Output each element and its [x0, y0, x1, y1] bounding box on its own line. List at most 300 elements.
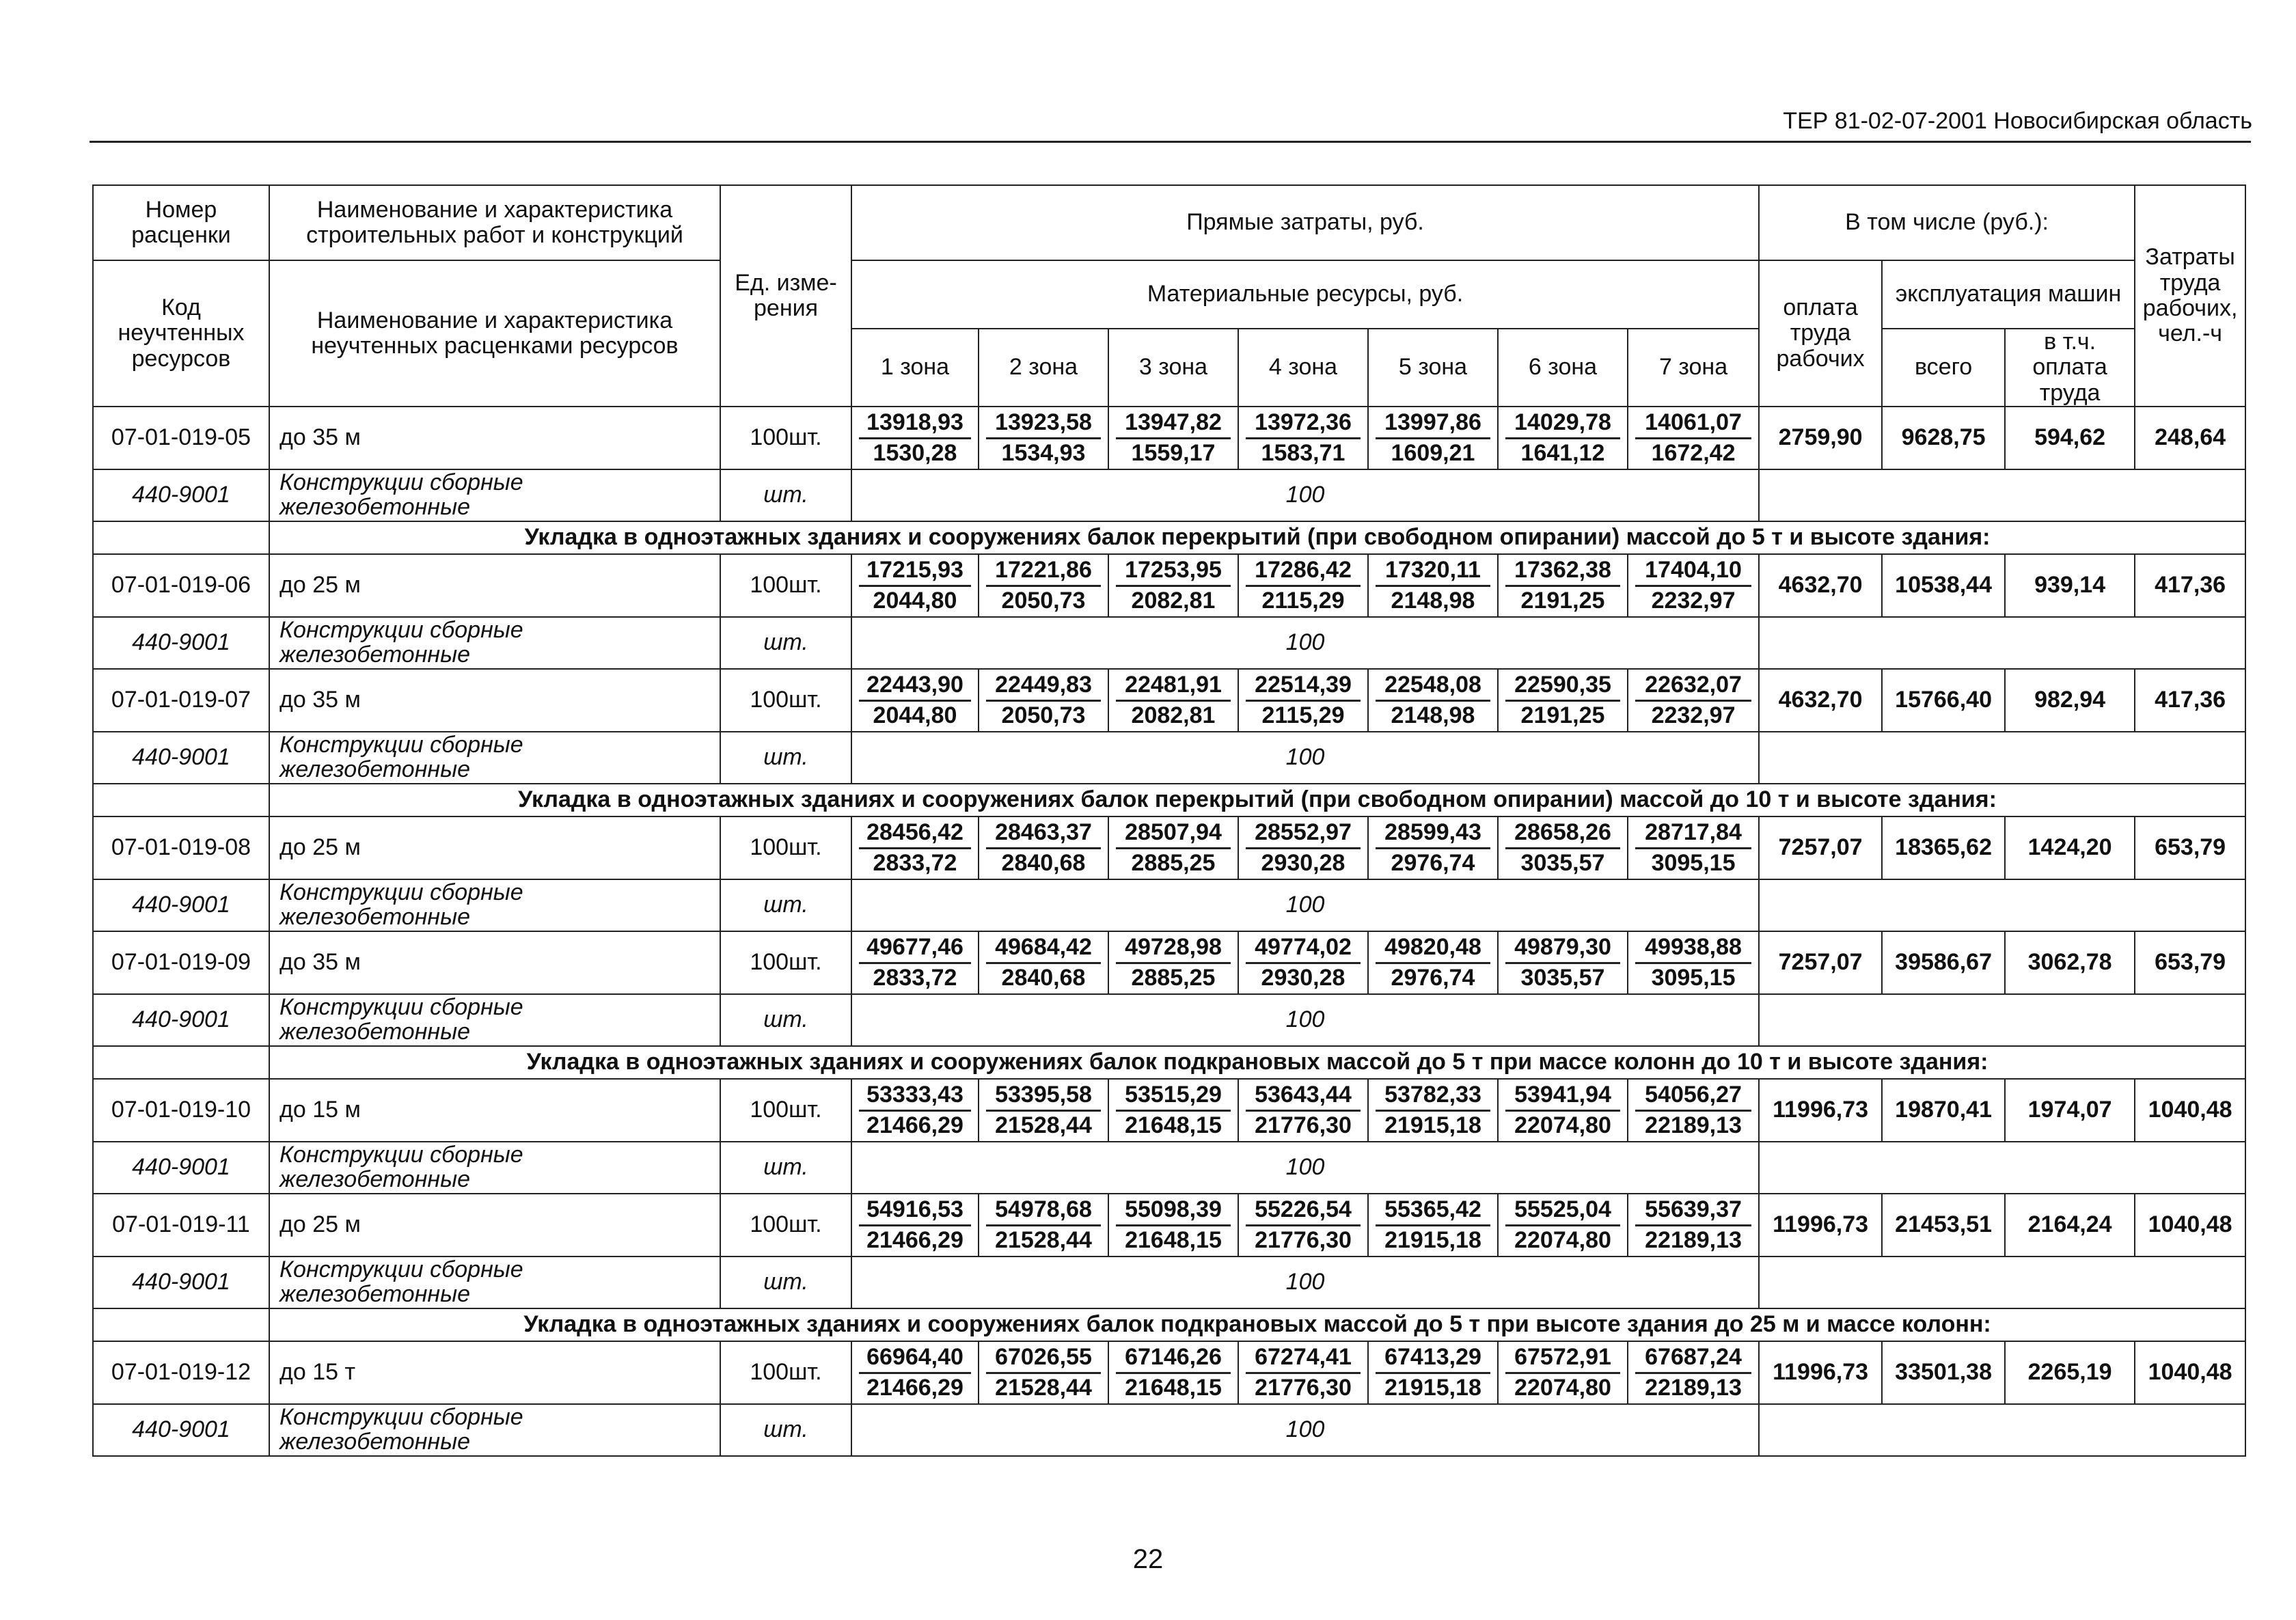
zone-cell: [1238, 1079, 1368, 1142]
materials-cost: 1530,28: [873, 439, 957, 466]
machines-total: 10538,44: [1882, 554, 2005, 617]
resource-code: 440-9001: [93, 469, 269, 521]
rate-name: до 35 м: [269, 407, 720, 469]
zone-cell: [1368, 554, 1498, 617]
col-res-name-header: Наименование и характеристика неучтенных расценками ресурсов: [269, 260, 720, 407]
labor-pay: 4632,70: [1759, 669, 1882, 732]
zone-cell: [979, 1194, 1108, 1257]
direct-cost: 17221,86: [986, 558, 1101, 586]
resource-name: Конструкции сборные железобетонные: [269, 879, 720, 931]
zone-cell: [979, 1341, 1108, 1404]
zone-header: 6 зона: [1498, 329, 1628, 407]
materials-cost: 2050,73: [1001, 587, 1086, 614]
materials-cost: 21466,29: [866, 1226, 964, 1253]
materials-cost: 2044,80: [873, 702, 957, 728]
materials-cost: 2976,74: [1391, 964, 1475, 991]
col-machines-pay-header: в т.ч. оплата труда: [2005, 329, 2135, 407]
materials-cost: 1534,93: [1001, 439, 1086, 466]
rate-unit: 100шт.: [720, 1079, 851, 1142]
resource-name: Конструкции сборные железобетонные: [269, 1257, 720, 1308]
resource-blank: [1759, 994, 2245, 1046]
rate-code: 07-01-019-05: [93, 407, 269, 469]
section-title: Укладка в одноэтажных зданиях и сооружениях балок подкрановых массой до 5 т при высоте здания до 25 м и массе колонн:: [269, 1308, 2245, 1341]
direct-cost: 53643,44: [1246, 1082, 1361, 1111]
rate-unit: 100шт.: [720, 1341, 851, 1404]
col-number-header: Номер расценки: [93, 185, 269, 260]
resource-code: 440-9001: [93, 1257, 269, 1308]
section-title: Укладка в одноэтажных зданиях и сооружениях балок подкрановых массой до 5 т при массе колонн до 10 т и высоте здания:: [269, 1046, 2245, 1079]
rate-name: до 15 м: [269, 1079, 720, 1142]
rate-unit: 100шт.: [720, 1194, 851, 1257]
materials-cost: 21915,18: [1384, 1374, 1481, 1401]
materials-cost: 22074,80: [1514, 1226, 1611, 1253]
materials-cost: 2191,25: [1520, 702, 1605, 728]
resource-code: 440-9001: [93, 879, 269, 931]
zone-cell: [851, 816, 979, 879]
resource-name: Конструкции сборные железобетонные: [269, 617, 720, 669]
resource-unit: шт.: [720, 617, 851, 669]
col-name-header: Наименование и характеристика строительных работ и конструкций: [269, 185, 720, 260]
zone-cell: [851, 554, 979, 617]
resource-unit: шт.: [720, 994, 851, 1046]
machines-total: 33501,38: [1882, 1341, 2005, 1404]
resource-blank: [1759, 617, 2245, 669]
direct-cost: 53782,33: [1376, 1082, 1490, 1111]
resource-qty: 100: [851, 879, 1759, 931]
machines-total: 21453,51: [1882, 1194, 2005, 1257]
zone-cell: [1628, 931, 1759, 994]
resource-unit: шт.: [720, 1257, 851, 1308]
resource-row: [93, 879, 2245, 931]
materials-cost: 21466,29: [866, 1112, 964, 1138]
direct-cost: 13972,36: [1246, 410, 1361, 439]
zone-cell: [1238, 1341, 1368, 1404]
materials-cost: 1641,12: [1520, 439, 1605, 466]
labor-cost: 1040,48: [2135, 1341, 2245, 1404]
labor-cost: 653,79: [2135, 931, 2245, 994]
rate-row: [93, 554, 2245, 617]
labor-cost: 653,79: [2135, 816, 2245, 879]
direct-cost: 22632,07: [1635, 672, 1751, 701]
resource-qty: 100: [851, 1404, 1759, 1456]
resource-unit: шт.: [720, 732, 851, 784]
resource-name: Конструкции сборные железобетонные: [269, 469, 720, 521]
zone-cell: [1368, 669, 1498, 732]
direct-cost: 22443,90: [859, 672, 971, 701]
zone-cell: [979, 816, 1108, 879]
materials-cost: 21466,29: [866, 1374, 964, 1401]
materials-cost: 21648,15: [1125, 1112, 1222, 1138]
zone-cell: [979, 931, 1108, 994]
machines-pay: 2265,19: [2005, 1341, 2135, 1404]
materials-cost: 22074,80: [1514, 1112, 1611, 1138]
zone-header: 2 зона: [979, 329, 1108, 407]
direct-cost: 22590,35: [1505, 672, 1620, 701]
direct-cost: 17404,10: [1635, 558, 1751, 586]
materials-cost: 2930,28: [1261, 849, 1345, 876]
rate-row: [93, 407, 2245, 469]
direct-cost: 49938,88: [1635, 935, 1751, 963]
col-unit-header: Ед. изме-рения: [720, 185, 851, 407]
zone-cell: [1498, 1341, 1628, 1404]
direct-cost: 49684,42: [986, 935, 1101, 963]
materials-cost: 2840,68: [1001, 964, 1086, 991]
resource-code: 440-9001: [93, 617, 269, 669]
labor-pay: 7257,07: [1759, 816, 1882, 879]
zone-cell: [851, 1079, 979, 1142]
resource-unit: шт.: [720, 879, 851, 931]
section-title: Укладка в одноэтажных зданиях и сооружениях балок перекрытий (при свободном опирании) массой до 5 т и высоте здания:: [269, 521, 2245, 554]
resource-qty: 100: [851, 994, 1759, 1046]
zone-cell: [1108, 407, 1238, 469]
resource-name: Конструкции сборные железобетонные: [269, 994, 720, 1046]
col-labor-cost-header: Затраты труда рабочих, чел.-ч: [2135, 185, 2245, 407]
materials-cost: 1672,42: [1651, 439, 1736, 466]
col-including-header: В том числе (руб.):: [1759, 185, 2135, 260]
materials-cost: 21648,15: [1125, 1226, 1222, 1253]
machines-total: 15766,40: [1882, 669, 2005, 732]
direct-cost: 49774,02: [1246, 935, 1361, 963]
resource-blank: [1759, 1142, 2245, 1194]
machines-total: 19870,41: [1882, 1079, 2005, 1142]
direct-cost: 55098,39: [1116, 1197, 1231, 1226]
zone-cell: [1238, 407, 1368, 469]
direct-cost: 67026,55: [986, 1345, 1101, 1373]
resource-row: [93, 732, 2245, 784]
resource-name: Конструкции сборные железобетонные: [269, 732, 720, 784]
rate-name: до 25 м: [269, 816, 720, 879]
materials-cost: 22189,13: [1645, 1112, 1742, 1138]
rate-name: до 25 м: [269, 1194, 720, 1257]
rate-row: [93, 1079, 2245, 1142]
materials-cost: 21915,18: [1384, 1112, 1481, 1138]
zone-cell: [1368, 816, 1498, 879]
machines-pay: 594,62: [2005, 407, 2135, 469]
rate-row: [93, 1194, 2245, 1257]
resource-row: [93, 994, 2245, 1046]
resource-blank: [1759, 469, 2245, 521]
materials-cost: 21528,44: [995, 1374, 1092, 1401]
direct-cost: 49728,98: [1116, 935, 1231, 963]
materials-cost: 2833,72: [873, 849, 957, 876]
resource-blank: [1759, 1404, 2245, 1456]
rate-code: 07-01-019-12: [93, 1341, 269, 1404]
labor-pay: 2759,90: [1759, 407, 1882, 469]
materials-cost: 3095,15: [1651, 849, 1736, 876]
direct-cost: 28456,42: [859, 820, 971, 849]
resource-blank: [1759, 732, 2245, 784]
direct-cost: 66964,40: [859, 1345, 971, 1373]
resource-name: Конструкции сборные железобетонные: [269, 1404, 720, 1456]
rate-code: 07-01-019-09: [93, 931, 269, 994]
resource-qty: 100: [851, 732, 1759, 784]
materials-cost: 2833,72: [873, 964, 957, 991]
resource-row: [93, 1142, 2245, 1194]
zone-cell: [1238, 1194, 1368, 1257]
col-code-header: Код неучтенных ресурсов: [93, 260, 269, 407]
zone-cell: [1238, 816, 1368, 879]
resource-unit: шт.: [720, 1142, 851, 1194]
materials-cost: 2191,25: [1520, 587, 1605, 614]
labor-pay: 11996,73: [1759, 1079, 1882, 1142]
materials-cost: 1609,21: [1391, 439, 1475, 466]
zone-cell: [851, 1341, 979, 1404]
rate-name: до 15 т: [269, 1341, 720, 1404]
resource-row: [93, 469, 2245, 521]
resource-code: 440-9001: [93, 732, 269, 784]
zone-cell: [851, 1194, 979, 1257]
direct-cost: 28658,26: [1505, 820, 1620, 849]
direct-cost: 28599,43: [1376, 820, 1490, 849]
zone-cell: [979, 1079, 1108, 1142]
zone-cell: [851, 931, 979, 994]
resource-unit: шт.: [720, 1404, 851, 1456]
materials-cost: 2050,73: [1001, 702, 1086, 728]
direct-cost: 28507,94: [1116, 820, 1231, 849]
zone-cell: [1498, 407, 1628, 469]
zone-cell: [979, 407, 1108, 469]
rates-table: [92, 184, 2246, 1457]
zone-cell: [1238, 931, 1368, 994]
section-spacer: [93, 1308, 269, 1341]
materials-cost: 2232,97: [1651, 587, 1736, 614]
labor-cost: 417,36: [2135, 669, 2245, 732]
direct-cost: 14029,78: [1505, 410, 1620, 439]
machines-pay: 3062,78: [2005, 931, 2135, 994]
direct-cost: 49677,46: [859, 935, 971, 963]
materials-cost: 2082,81: [1131, 702, 1216, 728]
direct-cost: 49879,30: [1505, 935, 1620, 963]
section-spacer: [93, 521, 269, 554]
zone-cell: [851, 407, 979, 469]
materials-cost: 22189,13: [1645, 1226, 1742, 1253]
resource-qty: 100: [851, 1257, 1759, 1308]
zone-cell: [1108, 1194, 1238, 1257]
zone-cell: [1238, 669, 1368, 732]
direct-cost: 54056,27: [1635, 1082, 1751, 1111]
direct-cost: 13923,58: [986, 410, 1101, 439]
zone-cell: [1108, 1079, 1238, 1142]
zone-cell: [851, 669, 979, 732]
materials-cost: 2115,29: [1261, 702, 1345, 728]
materials-cost: 2044,80: [873, 587, 957, 614]
col-labor-pay-header: оплата труда рабочих: [1759, 260, 1882, 407]
labor-pay: 7257,07: [1759, 931, 1882, 994]
direct-cost: 55226,54: [1246, 1197, 1361, 1226]
resource-name: Конструкции сборные железобетонные: [269, 1142, 720, 1194]
resource-code: 440-9001: [93, 994, 269, 1046]
resource-qty: 100: [851, 1142, 1759, 1194]
direct-cost: 28552,97: [1246, 820, 1361, 849]
col-direct-header: Прямые затраты, руб.: [851, 185, 1759, 260]
materials-cost: 21648,15: [1125, 1374, 1222, 1401]
rate-code: 07-01-019-08: [93, 816, 269, 879]
direct-cost: 67572,91: [1505, 1345, 1620, 1373]
materials-cost: 2232,97: [1651, 702, 1736, 728]
resource-unit: шт.: [720, 469, 851, 521]
materials-cost: 2148,98: [1391, 587, 1475, 614]
header-rule: [90, 141, 2251, 143]
rate-code: 07-01-019-06: [93, 554, 269, 617]
direct-cost: 55365,42: [1376, 1197, 1490, 1226]
zone-cell: [1108, 931, 1238, 994]
labor-pay: 4632,70: [1759, 554, 1882, 617]
zone-header: 4 зона: [1238, 329, 1368, 407]
zone-cell: [1628, 1079, 1759, 1142]
direct-cost: 17362,38: [1505, 558, 1620, 586]
direct-cost: 53395,58: [986, 1082, 1101, 1111]
zone-cell: [1498, 554, 1628, 617]
zone-cell: [1498, 931, 1628, 994]
rate-name: до 25 м: [269, 554, 720, 617]
zone-cell: [1498, 1194, 1628, 1257]
rate-name: до 35 м: [269, 669, 720, 732]
direct-cost: 17253,95: [1116, 558, 1231, 586]
resource-qty: 100: [851, 617, 1759, 669]
direct-cost: 54916,53: [859, 1197, 971, 1226]
materials-cost: 3035,57: [1520, 964, 1605, 991]
direct-cost: 22548,08: [1376, 672, 1490, 701]
direct-cost: 54978,68: [986, 1197, 1101, 1226]
machines-pay: 1424,20: [2005, 816, 2135, 879]
materials-cost: 21528,44: [995, 1226, 1092, 1253]
direct-cost: 53333,43: [859, 1082, 971, 1111]
resource-code: 440-9001: [93, 1142, 269, 1194]
direct-cost: 17320,11: [1376, 558, 1490, 586]
machines-pay: 939,14: [2005, 554, 2135, 617]
materials-cost: 21528,44: [995, 1112, 1092, 1138]
direct-cost: 67146,26: [1116, 1345, 1231, 1373]
document-title: ТЕР 81-02-07-2001 Новосибирская область: [1783, 108, 2252, 134]
rate-name: до 35 м: [269, 931, 720, 994]
zone-cell: [1108, 1341, 1238, 1404]
materials-cost: 2082,81: [1131, 587, 1216, 614]
materials-cost: 1583,71: [1261, 439, 1345, 466]
direct-cost: 67274,41: [1246, 1345, 1361, 1373]
rate-row: [93, 1341, 2245, 1404]
materials-cost: 3035,57: [1520, 849, 1605, 876]
col-machines-header: эксплуатация машин: [1882, 260, 2135, 329]
materials-cost: 21776,30: [1255, 1374, 1352, 1401]
machines-total: 39586,67: [1882, 931, 2005, 994]
zone-header: 5 зона: [1368, 329, 1498, 407]
labor-cost: 248,64: [2135, 407, 2245, 469]
rate-unit: 100шт.: [720, 931, 851, 994]
machines-pay: 2164,24: [2005, 1194, 2135, 1257]
zone-cell: [1368, 1341, 1498, 1404]
zone-cell: [1628, 816, 1759, 879]
machines-pay: 982,94: [2005, 669, 2135, 732]
machines-pay: 1974,07: [2005, 1079, 2135, 1142]
zone-header: 1 зона: [851, 329, 979, 407]
direct-cost: 55639,37: [1635, 1197, 1751, 1226]
zone-cell: [1108, 669, 1238, 732]
rate-code: 07-01-019-10: [93, 1079, 269, 1142]
zone-cell: [1628, 1341, 1759, 1404]
materials-cost: 22074,80: [1514, 1374, 1611, 1401]
direct-cost: 22514,39: [1246, 672, 1361, 701]
direct-cost: 13918,93: [859, 410, 971, 439]
labor-pay: 11996,73: [1759, 1194, 1882, 1257]
materials-cost: 3095,15: [1651, 964, 1736, 991]
rate-code: 07-01-019-07: [93, 669, 269, 732]
materials-cost: 2976,74: [1391, 849, 1475, 876]
zone-cell: [1628, 554, 1759, 617]
zone-cell: [1498, 816, 1628, 879]
direct-cost: 17286,42: [1246, 558, 1361, 586]
direct-cost: 13997,86: [1376, 410, 1490, 439]
col-machines-total-header: всего: [1882, 329, 2005, 407]
direct-cost: 14061,07: [1635, 410, 1751, 439]
direct-cost: 67687,24: [1635, 1345, 1751, 1373]
materials-cost: 2115,29: [1261, 587, 1345, 614]
resource-row: [93, 1257, 2245, 1308]
resource-qty: 100: [851, 469, 1759, 521]
zone-cell: [1498, 669, 1628, 732]
rate-unit: 100шт.: [720, 669, 851, 732]
zone-cell: [1498, 1079, 1628, 1142]
rate-row: [93, 669, 2245, 732]
direct-cost: 22449,83: [986, 672, 1101, 701]
zone-cell: [1108, 816, 1238, 879]
resource-blank: [1759, 1257, 2245, 1308]
materials-cost: 1559,17: [1131, 439, 1216, 466]
rate-code: 07-01-019-11: [93, 1194, 269, 1257]
direct-cost: 53941,94: [1505, 1082, 1620, 1111]
resource-blank: [1759, 879, 2245, 931]
zone-header: 3 зона: [1108, 329, 1238, 407]
resource-row: [93, 1404, 2245, 1456]
materials-cost: 2885,25: [1131, 849, 1216, 876]
machines-total: 18365,62: [1882, 816, 2005, 879]
materials-cost: 22189,13: [1645, 1374, 1742, 1401]
rate-row: [93, 816, 2245, 879]
rate-row: [93, 931, 2245, 994]
zone-cell: [1628, 407, 1759, 469]
zone-cell: [1628, 1194, 1759, 1257]
zone-cell: [1368, 407, 1498, 469]
resource-code: 440-9001: [93, 1404, 269, 1456]
zone-header: 7 зона: [1628, 329, 1759, 407]
materials-cost: 2930,28: [1261, 964, 1345, 991]
materials-cost: 21915,18: [1384, 1226, 1481, 1253]
direct-cost: 13947,82: [1116, 410, 1231, 439]
materials-cost: 2885,25: [1131, 964, 1216, 991]
direct-cost: 67413,29: [1376, 1345, 1490, 1373]
materials-cost: 2148,98: [1391, 702, 1475, 728]
direct-cost: 53515,29: [1116, 1082, 1231, 1111]
resource-row: [93, 617, 2245, 669]
zone-cell: [1368, 1194, 1498, 1257]
rate-unit: 100шт.: [720, 554, 851, 617]
section-spacer: [93, 784, 269, 816]
materials-cost: 21776,30: [1255, 1226, 1352, 1253]
materials-cost: 2840,68: [1001, 849, 1086, 876]
labor-cost: 1040,48: [2135, 1194, 2245, 1257]
section-spacer: [93, 1046, 269, 1079]
labor-pay: 11996,73: [1759, 1341, 1882, 1404]
materials-cost: 21776,30: [1255, 1112, 1352, 1138]
rate-unit: 100шт.: [720, 816, 851, 879]
direct-cost: 22481,91: [1116, 672, 1231, 701]
zone-cell: [1238, 554, 1368, 617]
rate-unit: 100шт.: [720, 407, 851, 469]
direct-cost: 55525,04: [1505, 1197, 1620, 1226]
page-number: 22: [1132, 1544, 1164, 1574]
zone-cell: [979, 669, 1108, 732]
zone-cell: [979, 554, 1108, 617]
direct-cost: 49820,48: [1376, 935, 1490, 963]
